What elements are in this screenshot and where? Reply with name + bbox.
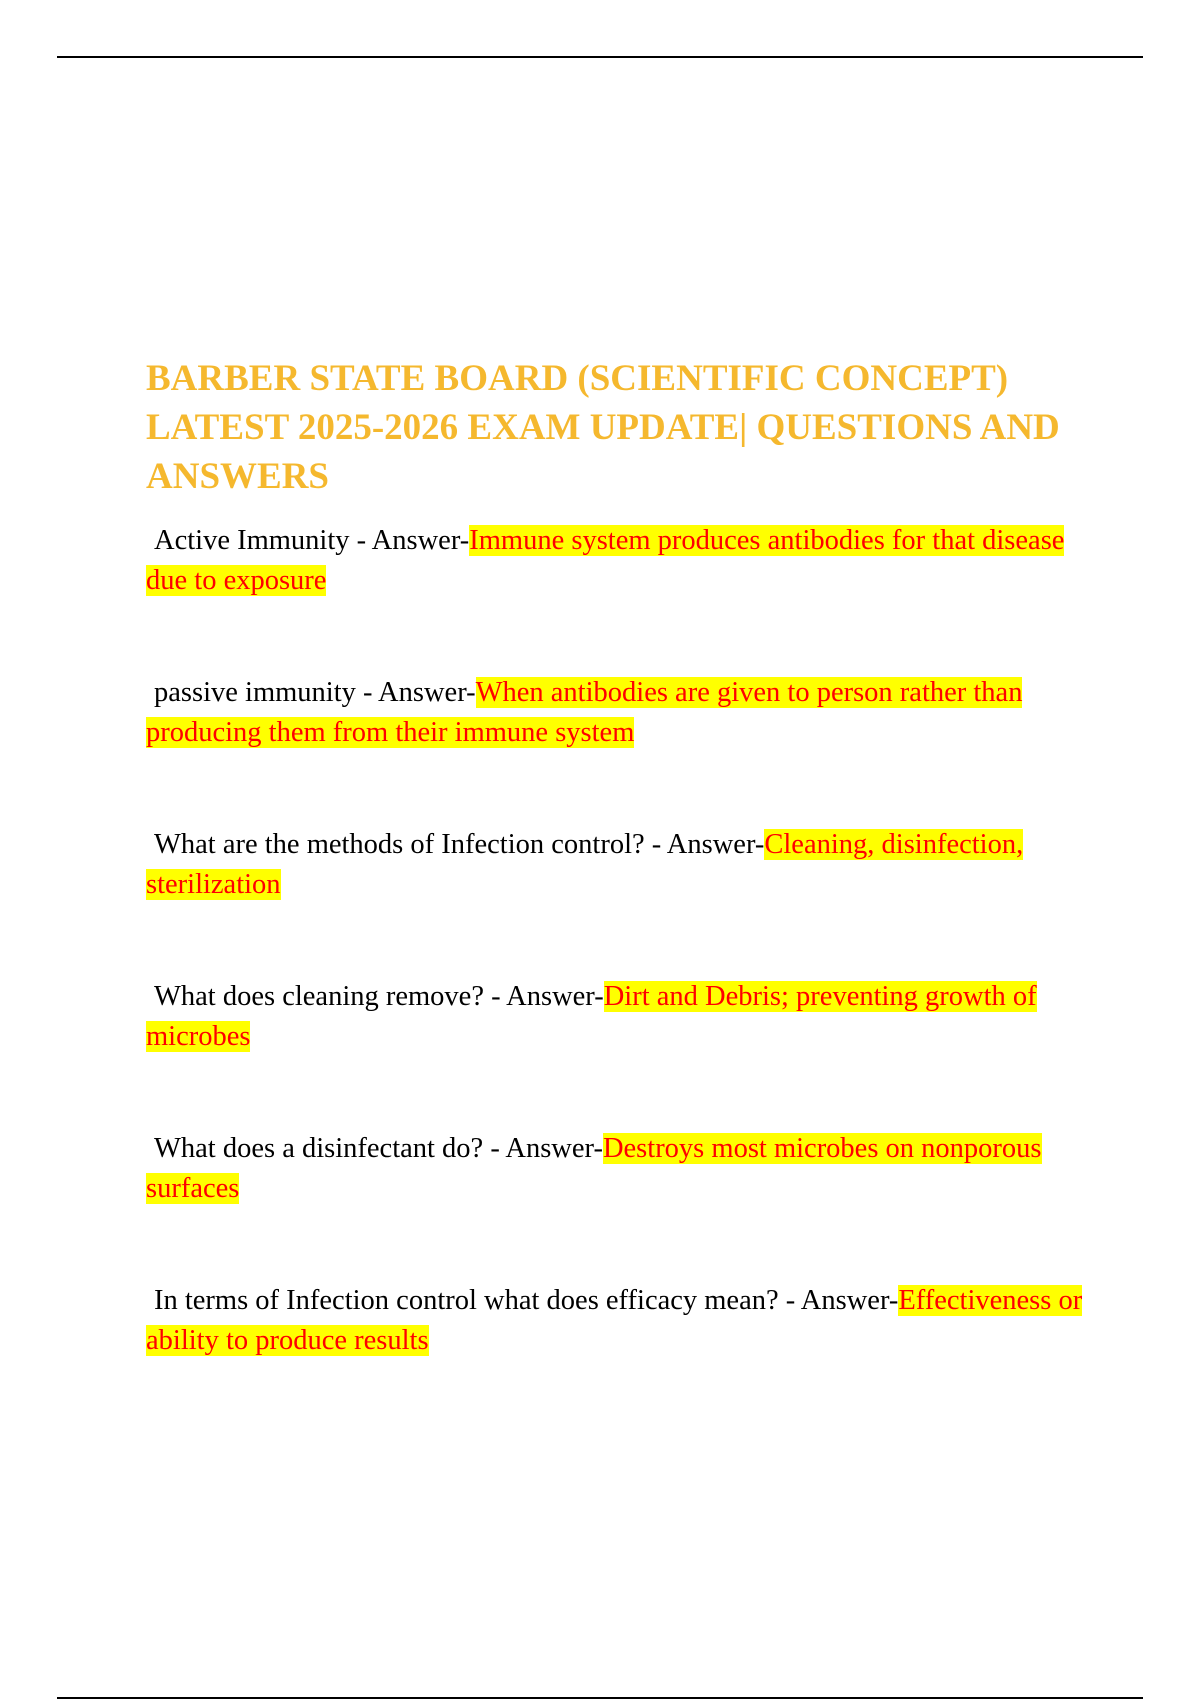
answer-text: When antibodies are given to person rather than producing them from their immune system — [146, 677, 1023, 748]
qa-list — [146, 521, 1096, 1361]
answer-text: Immune system produces antibodies for that disease due to exposure — [146, 525, 1065, 596]
qa-item — [146, 673, 1096, 753]
answer-text: Cleaning, disinfection, sterilization — [146, 829, 1024, 900]
question-text: passive immunity - Answer- — [154, 677, 476, 708]
header-rule — [57, 56, 1143, 58]
qa-item — [146, 825, 1096, 905]
answer-text: Dirt and Debris; preventing growth of microbes — [146, 981, 1037, 1052]
question-text: In terms of Infection control what does efficacy mean? - Answer- — [154, 1285, 899, 1316]
document-body — [146, 354, 1096, 1433]
qa-item — [146, 977, 1096, 1057]
question-text: What does cleaning remove? - Answer- — [154, 981, 604, 1012]
document-title: BARBER STATE BOARD (SCIENTIFIC CONCEPT) LATEST 2025-2026 EXAM UPDATE| QUESTIONS AND ANSWERS — [146, 358, 1060, 497]
answer-text: Effectiveness or ability to produce results — [146, 1285, 1083, 1356]
footer-rule — [57, 1697, 1143, 1699]
answer-text: Destroys most microbes on nonporous surfaces — [146, 1133, 1042, 1204]
qa-item — [146, 1129, 1096, 1209]
question-text: What does a disinfectant do? - Answer- — [154, 1133, 603, 1164]
qa-item — [146, 521, 1096, 601]
question-text: Active Immunity - Answer- — [154, 525, 470, 556]
question-text: What are the methods of Infection control? - Answer- — [154, 829, 765, 860]
qa-item — [146, 1281, 1096, 1361]
